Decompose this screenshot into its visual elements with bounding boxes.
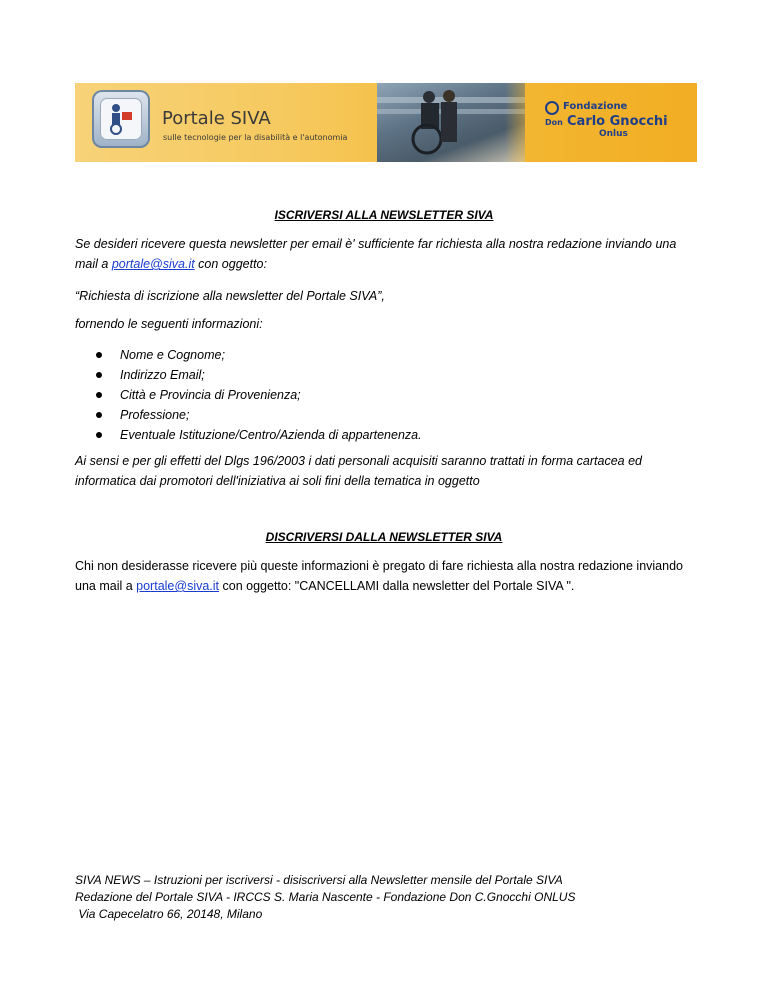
footer-line1: SIVA NEWS – Istruzioni per iscriversi - disiscriversi alla Newsletter mensile del Portale SIVA xyxy=(75,873,563,887)
wheelchair-photo xyxy=(377,83,525,162)
subscribe-heading: ISCRIVERSI ALLA NEWSLETTER SIVA xyxy=(274,208,494,222)
org-line2: Carlo Gnocchi xyxy=(567,114,668,129)
bullet-icon xyxy=(96,432,102,438)
footer xyxy=(75,872,575,923)
subscribe-intro: Se desideri ricevere questa newsletter per email è' sufficiente far richiesta alla nostra redazione inviando una mail a portale@siva.it con oggetto: xyxy=(75,237,677,271)
org-don: Don xyxy=(545,118,563,127)
fondazione-mark-icon xyxy=(545,101,559,115)
unsubscribe-heading: DISCRIVERSI DALLA NEWSLETTER SIVA xyxy=(265,530,503,544)
banner-subtitle: sulle tecnologie per la disabilità e l'autonomia xyxy=(163,133,348,142)
info-intro: fornendo le seguenti informazioni: xyxy=(75,317,263,331)
banner-title: Portale SIVA xyxy=(162,108,271,129)
bullet-icon xyxy=(96,392,102,398)
bullet-icon xyxy=(96,372,102,378)
subscribe-subject: “Richiesta di iscrizione alla newsletter del Portale SIVA”, xyxy=(75,289,385,303)
org-line3: Onlus xyxy=(599,129,628,139)
bullet-icon xyxy=(96,412,102,418)
org-line1: Fondazione xyxy=(563,101,628,112)
unsubscribe-email-link[interactable]: portale@siva.it xyxy=(136,579,220,593)
header-banner xyxy=(75,83,697,162)
portal-logo-icon xyxy=(92,90,150,148)
unsubscribe-text: Chi non desiderasse ricevere più queste informazioni è pregato di fare richiesta alla nostra redazione inviando una mail a portale@siva.it con oggetto: "CANCELLAMI dalla newsletter del Portale SIVA ". xyxy=(75,559,683,593)
fondazione-logo xyxy=(545,101,675,145)
privacy-notice: Ai sensi e per gli effetti del Dlgs 196/2003 i dati personali acquisiti saranno trattati in forma cartacea ed informatica dai promotori dell'iniziativa ai soli fini della tematica in oggetto xyxy=(75,454,642,488)
subscribe-email-link[interactable]: portale@siva.it xyxy=(111,257,195,271)
bullet-icon xyxy=(96,352,102,358)
footer-line3: Via Capecelatro 66, 20148, Milano xyxy=(75,907,263,921)
footer-line2: Redazione del Portale SIVA - IRCCS S. Maria Nascente - Fondazione Don C.Gnocchi ONLUS xyxy=(75,890,576,904)
